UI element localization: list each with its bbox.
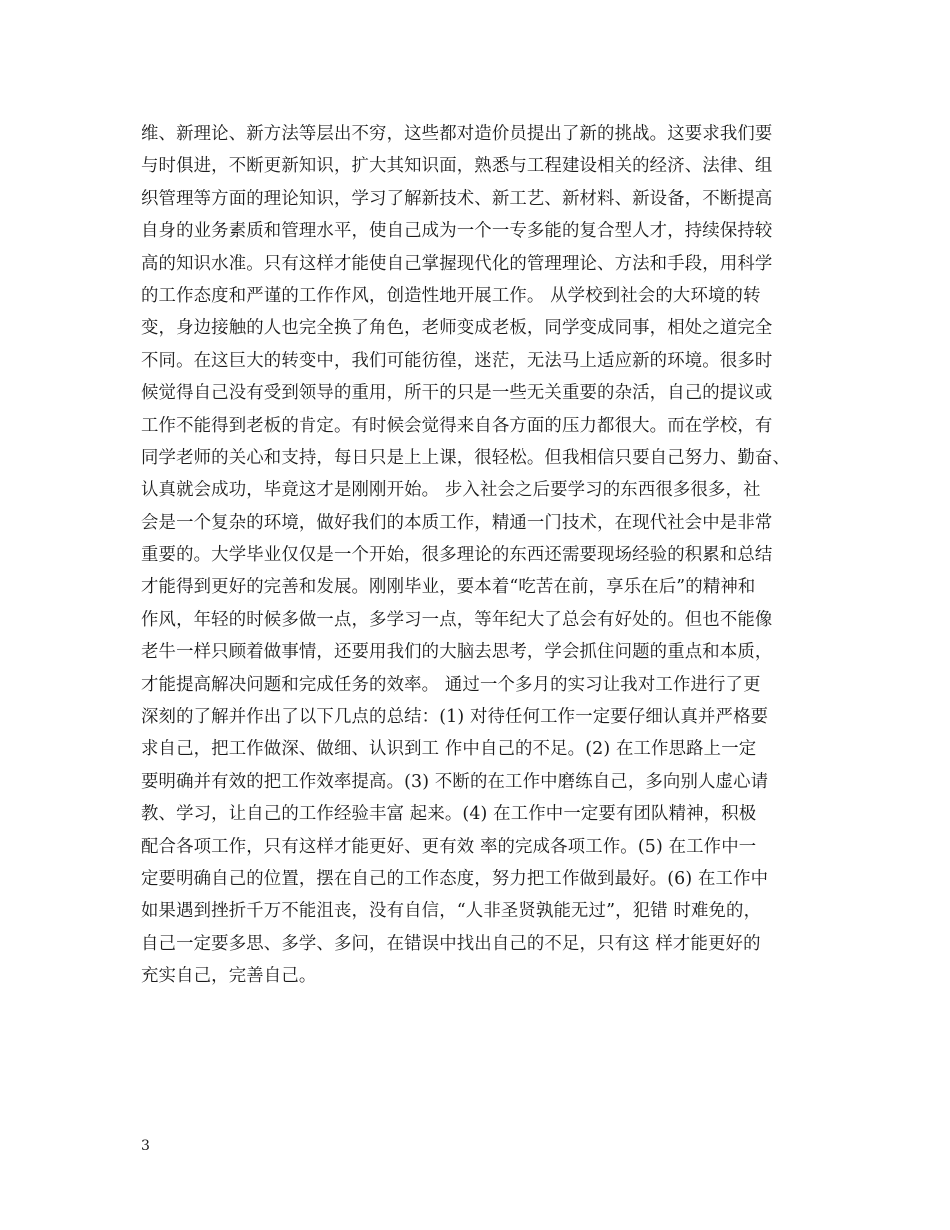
text-line: 配合各项工作，只有这样才能更好、更有效 率的完成各项工作。(5) 在工作中一 — [141, 836, 757, 857]
body-text — [141, 118, 821, 993]
text-line: 教、学习，让自己的工作经验丰富 起来。(4) 在工作中一定要有团队精神，积极 — [141, 804, 757, 825]
text-line: 作风，年轻的时候多做一点，多学习一点，等年纪大了总会有好处的。但也不能像 — [141, 609, 773, 630]
text-line: 才能提高解决问题和完成任务的效率。 通过一个多月的实习让我对工作进行了更 — [141, 674, 761, 695]
text-line: 不同。在这巨大的转变中，我们可能彷徨，迷茫，无法马上适应新的环境。很多时 — [141, 350, 773, 371]
text-line: 自己一定要多思、多学、多问，在错误中找出自己的不足，只有这 样才能更好的 — [141, 933, 761, 954]
page-number: 3 — [141, 1138, 150, 1154]
text-line: 高的知识水准。只有这样才能使自己掌握现代化的管理理论、方法和手段，用科学 — [141, 253, 773, 274]
text-line: 老牛一样只顾着做事情，还要用我们的大脑去思考，学会抓住问题的重点和本质， — [141, 642, 773, 663]
text-line: 重要的。大学毕业仅仅是一个开始，很多理论的东西还需要现场经验的积累和总结 — [141, 545, 773, 566]
text-line: 才能得到更好的完善和发展。刚刚毕业，要本着“吃苦在前，享乐在后”的精神和 — [141, 577, 756, 598]
text-line: 的工作态度和严谨的工作作风，创造性地开展工作。 从学校到社会的大环境的转 — [141, 285, 761, 306]
text-line: 要明确并有效的把工作效率提高。(3) 不断的在工作中磨练自己，多向别人虚心请 — [141, 771, 769, 792]
text-line: 同学老师的关心和支持，每日只是上上课，很轻松。但我相信只要自己努力、勤奋、 — [141, 447, 791, 468]
text-line: 会是一个复杂的环境，做好我们的本质工作，精通一门技术，在现代社会中是非常 — [141, 512, 773, 533]
text-line: 织管理等方面的理论知识，学习了解新技术、新工艺、新材料、新设备，不断提高 — [141, 188, 773, 209]
text-line: 变，身边接触的人也完全换了角色，老师变成老板，同学变成同事，相处之道完全 — [141, 318, 773, 339]
text-line: 候觉得自己没有受到领导的重用，所干的只是一些无关重要的杂活，自己的提议或 — [141, 383, 773, 404]
text-line: 定要明确自己的位置，摆在自己的工作态度，努力把工作做到最好。(6) 在工作中 — [141, 868, 769, 889]
text-line: 如果遇到挫折千万不能沮丧，没有自信，“人非圣贤孰能无过”，犯错 时难免的， — [141, 901, 762, 922]
text-line: 维、新理论、新方法等层出不穷，这些都对造价员提出了新的挑战。这要求我们要 — [141, 124, 773, 144]
text-line: 深刻的了解并作出了以下几点的总结：(1) 对待任何工作一定要仔细认真并严格要 — [141, 707, 769, 728]
text-line: 认真就会成功，毕竟这才是刚刚开始。 步入社会之后要学习的东西很多很多，社 — [141, 480, 761, 501]
text-line: 自身的业务素质和管理水平，使自己成为一个一专多能的复合型人才，持续保持较 — [141, 221, 773, 242]
text-line: 充实自己，完善自己。 — [141, 966, 317, 987]
text-line: 求自己，把工作做深、做细、认识到工 作中自己的不足。(2) 在工作思路上一定 — [141, 739, 757, 760]
text-line: 工作不能得到老板的肯定。有时候会觉得来自各方面的压力都很大。而在学校，有 — [141, 415, 773, 436]
text-line: 与时俱进，不断更新知识，扩大其知识面，熟悉与工程建设相关的经济、法律、组 — [141, 156, 773, 177]
